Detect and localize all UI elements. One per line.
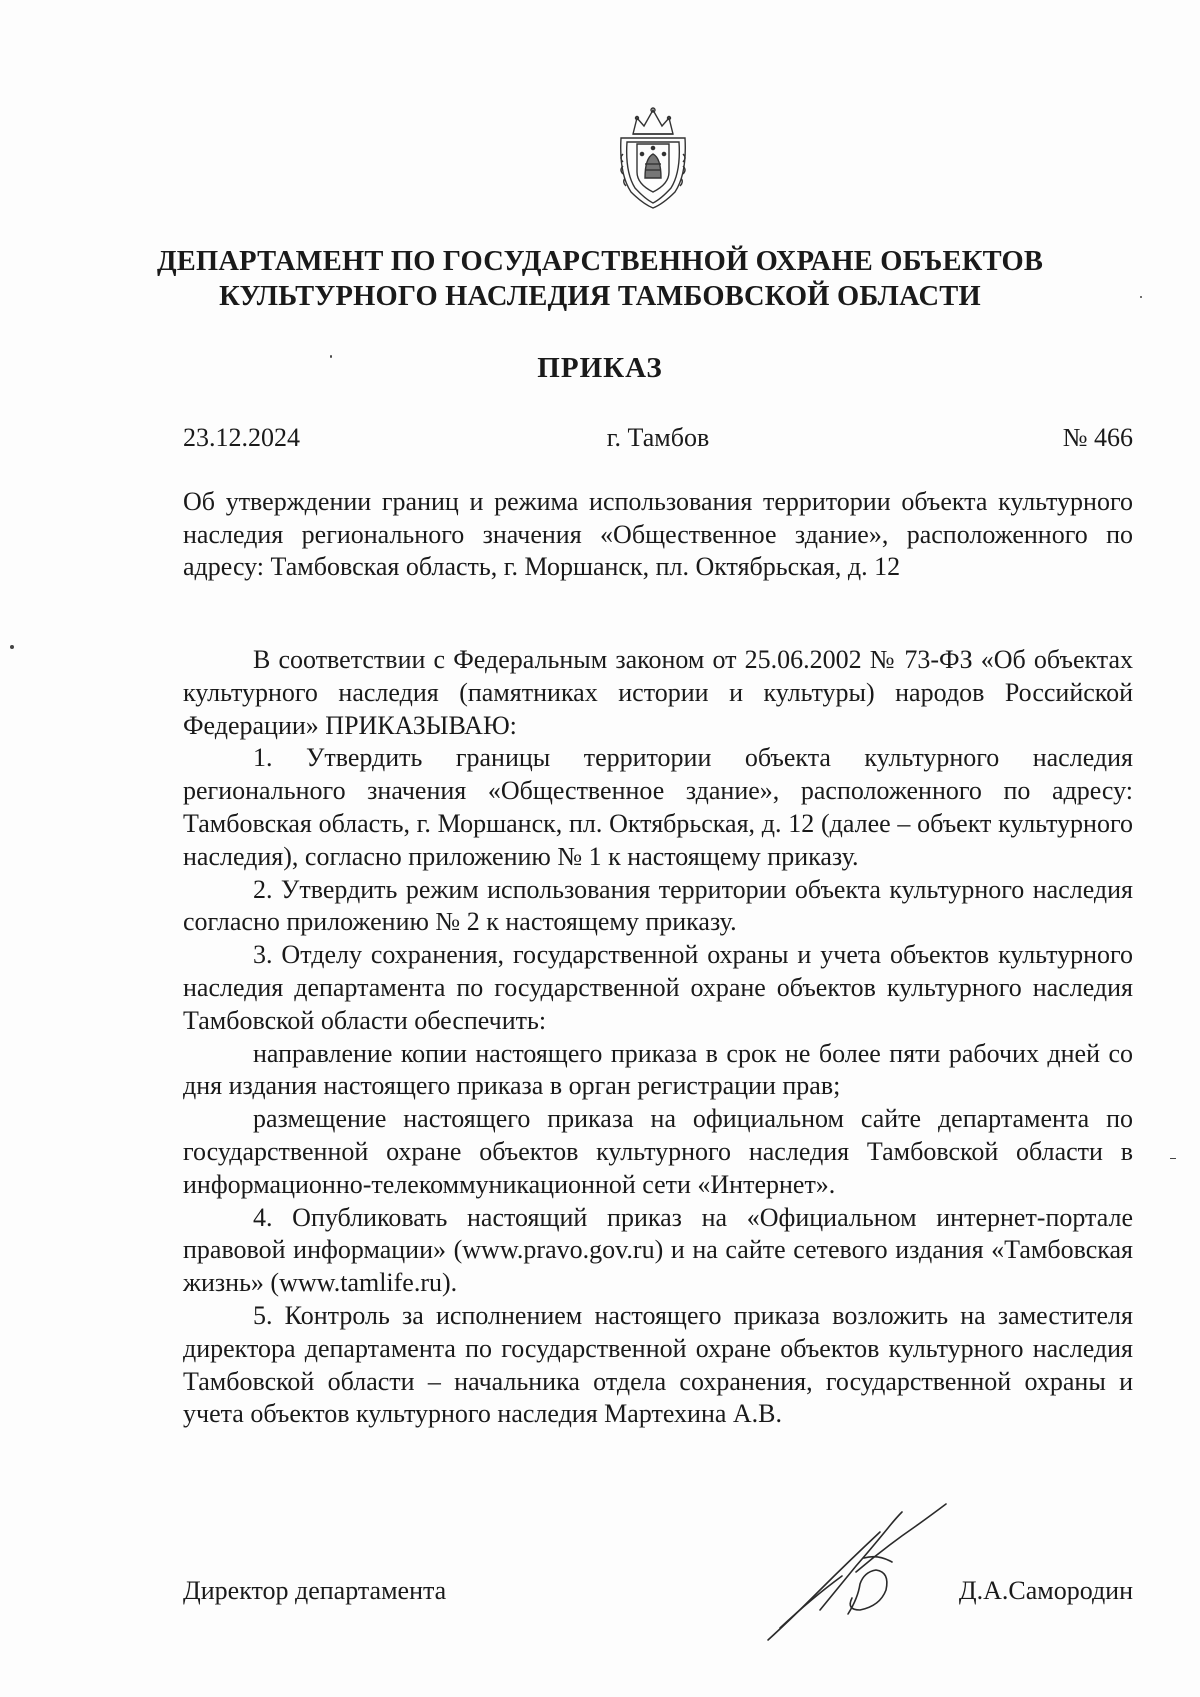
preamble-paragraph: В соответствии с Федеральным законом от 25.06.2002 № 73-ФЗ «Об объектах культурного наследия (памятниках истории и культуры) народов Российской Федерации» ПРИКАЗЫВАЮ: — [183, 645, 1133, 740]
document-number: № 466 — [1062, 423, 1133, 452]
order-item-1: 1. Утвердить границы территории объекта культурного наследия регионального значения «Общественное здание», расположенного по адресу: Тамбовская область, г. Моршанск, пл. Октябрьская, д. 12 (далее – объект культурного наследия), согласно приложению № 1 к настоящему приказу. — [183, 743, 1133, 871]
order-item-3: 3. Отделу сохранения, государственной охраны и учета объектов культурного наследия департамента по государственной охране объектов культурного наследия Тамбовской области обеспечить: — [183, 940, 1133, 1035]
order-item-3-sub-a: направление копии настоящего приказа в срок не более пяти рабочих дней со дня издания настоящего приказа в орган регистрации прав; — [183, 1038, 1133, 1101]
document-date: 23.12.2024 — [183, 423, 300, 452]
coat-of-arms-icon — [611, 104, 695, 210]
signature-block — [183, 1576, 1133, 1616]
document-city: г. Тамбов — [606, 423, 710, 452]
signatory-role: Директор департамента — [183, 1576, 447, 1605]
document-body — [183, 644, 1133, 1431]
scan-speck — [330, 355, 332, 358]
department-name — [150, 244, 1050, 314]
order-item-2: 2. Утвердить режим использования территории объекта культурного наследия согласно приложению № 2 к настоящему приказу. — [183, 874, 1133, 937]
scan-speck — [1140, 296, 1142, 298]
document-meta-row — [183, 423, 1133, 457]
scan-speck — [1170, 1158, 1176, 1159]
scan-speck — [10, 645, 14, 649]
order-item-5: 5. Контроль за исполнением настоящего приказа возложить на заместителя директора департамента по государственной охране объектов культурного наследия Тамбовской области – начальника отдела сохранения, государственной охраны и учета объектов культурного наследия Мартехина А.В. — [183, 1300, 1133, 1429]
handwritten-signature-icon — [760, 1502, 950, 1647]
document-subject: Об утверждении границ и режима использования территории объекта культурного наследия регионального значения «Общественное здание», расположенного по адресу: Тамбовская область, г. Моршанск, пл. Октябрьская, д. 12 — [183, 487, 1133, 581]
signatory-name: Д.А.Самородин — [958, 1576, 1133, 1605]
department-name-line1: ДЕПАРТАМЕНТ ПО ГОСУДАРСТВЕННОЙ ОХРАНЕ ОБЪЕКТОВ — [156, 246, 1044, 277]
department-name-line2: КУЛЬТУРНОГО НАСЛЕДИЯ ТАМБОВСКОЙ ОБЛАСТИ — [219, 281, 981, 312]
order-item-4: 4. Опубликовать настоящий приказ на «Официальном интернет-портале правовой информации» (www.pravo.gov.ru) и на сайте сетевого издания «Тамбовская жизнь» (www.tamlife.ru). — [183, 1202, 1133, 1298]
document-type-title: ПРИКАЗ — [537, 352, 663, 384]
order-item-3-sub-b: размещение настоящего приказа на официальном сайте департамента по государственной охране объектов культурного наследия Тамбовской области в информационно-телекоммуникационной сети «Интернет». — [183, 1104, 1133, 1199]
